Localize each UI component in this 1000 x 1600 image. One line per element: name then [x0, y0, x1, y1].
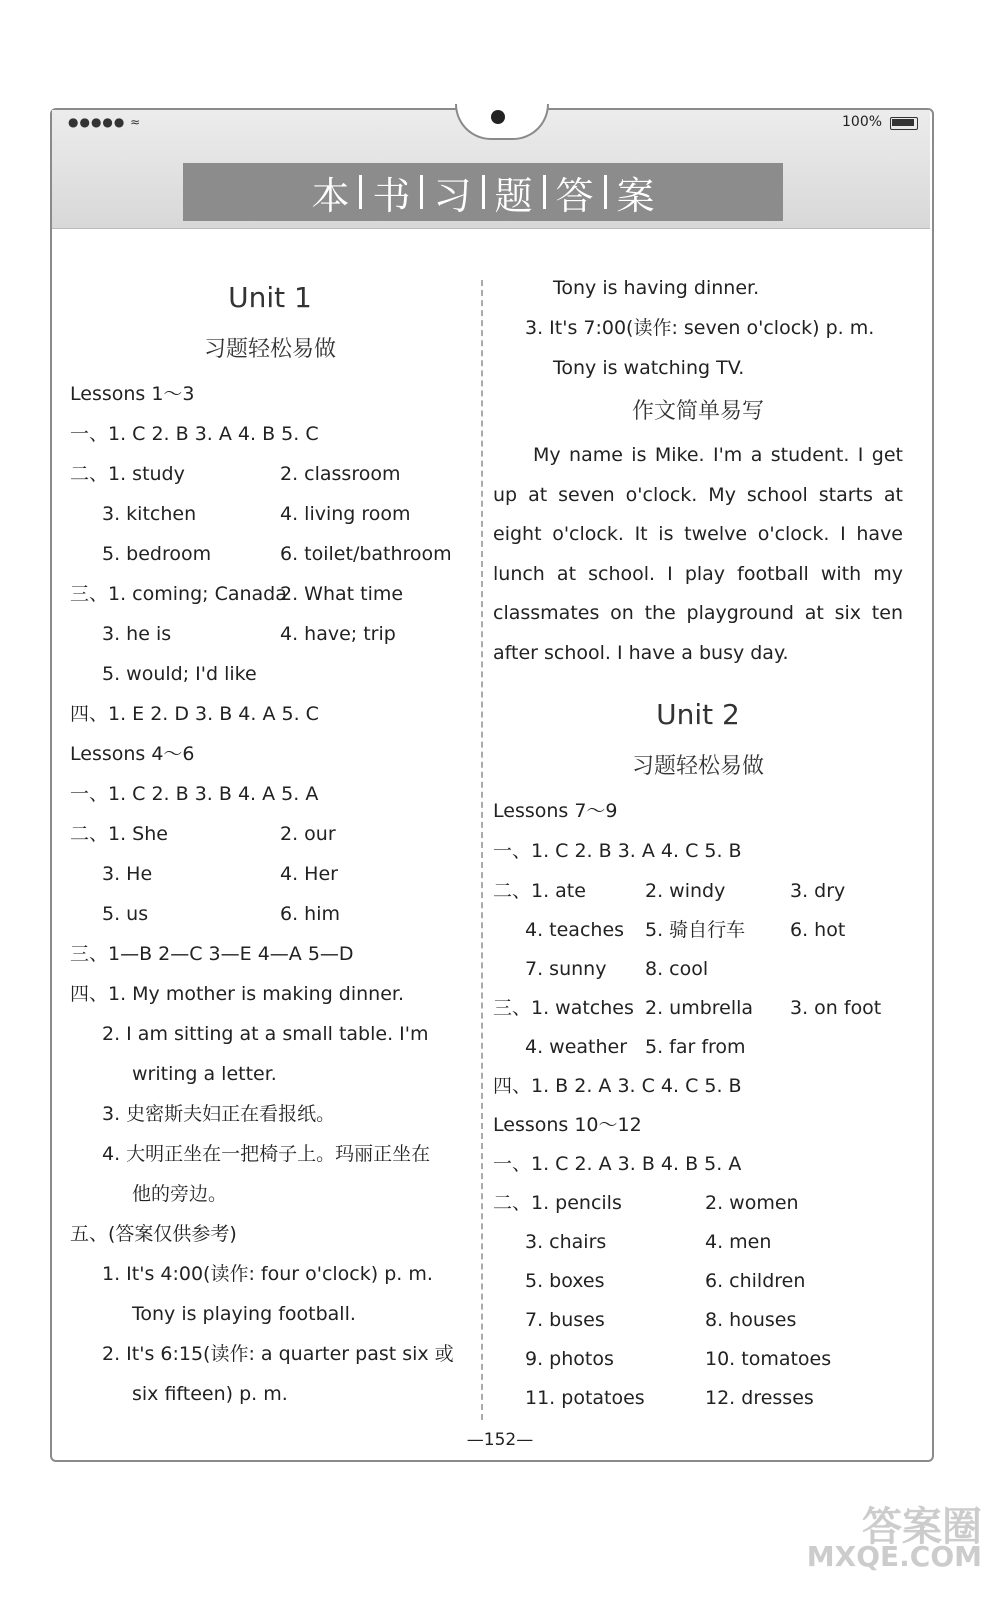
signal-icon: ●●●●● ≈ [68, 115, 142, 129]
answer-line: 二、1. study 2. classroom [70, 463, 401, 485]
answer-line: 3. He 4. Her [102, 863, 338, 885]
answer-line: 二、1. pencils 2. women [493, 1192, 799, 1214]
answer-line: 7. buses 8. houses [525, 1309, 797, 1331]
answer-line: 5. us 6. him [102, 903, 340, 925]
section-title: 习题轻松易做 [631, 754, 764, 779]
battery-percent: 100% [842, 114, 883, 130]
answer-line: 11. potatoes 12. dresses [525, 1387, 814, 1409]
answer-line: 5. boxes 6. children [525, 1270, 806, 1292]
answer-line: Tony is watching TV. [553, 357, 745, 379]
answer-line: 四、1. B 2. A 3. C 4. C 5. B [493, 1075, 742, 1097]
column-divider [481, 280, 483, 1420]
answer-line: 3. It's 7:00(读作: seven o'clock) p. m. [525, 317, 875, 339]
battery-icon [890, 117, 918, 130]
answer-line: six fifteen) p. m. [132, 1383, 288, 1405]
answer-line: 一、1. C 2. B 3. A 4. C 5. B [493, 840, 742, 862]
answer-line: 5. bedroom 6. toilet/bathroom [102, 543, 452, 565]
answer-line: Tony is having dinner. [553, 277, 760, 299]
answer-line: writing a letter. [132, 1063, 277, 1085]
lesson-heading: Lessons 1～3 [70, 383, 195, 405]
unit-title: Unit 2 [656, 698, 740, 731]
writing-title: 作文简单易写 [631, 399, 764, 424]
answer-line: 3. 史密斯夫妇正在看报纸。 [102, 1103, 336, 1125]
right-column [493, 268, 903, 1417]
answer-line: 三、1. coming; Canada 2. What time [70, 583, 404, 605]
answer-line: 三、1. watches 2. umbrella 3. on foot [493, 997, 882, 1019]
unit-title: Unit 1 [228, 281, 312, 314]
answer-line: 一、1. C 2. A 3. B 4. B 5. A [493, 1153, 742, 1175]
answer-line: 四、1. My mother is making dinner. [70, 983, 405, 1005]
answer-line: 3. kitchen 4. living room [102, 503, 411, 525]
answer-line: 一、1. C 2. B 3. B 4. A 5. A [70, 783, 319, 805]
answer-line: 他的旁边。 [132, 1183, 228, 1205]
page-number: —152— [466, 1430, 534, 1450]
answer-line: Tony is playing football. [132, 1303, 356, 1325]
left-column [70, 270, 470, 1414]
lesson-heading: Lessons 7～9 [493, 800, 618, 822]
watermark-url: MXQE.COM [806, 1540, 982, 1573]
camera-icon [491, 110, 505, 124]
answer-line: 5. would; I'd like [102, 663, 257, 685]
answer-line: 二、1. ate 2. windy 3. dry [493, 880, 846, 902]
answer-line: 3. he is 4. have; trip [102, 623, 396, 645]
answer-line: 二、1. She 2. our [70, 823, 336, 845]
answer-line: 3. chairs 4. men [525, 1231, 772, 1253]
writing-paragraph: My name is Mike. I'm a student. I get up at seven o'clock. My school starts at eight o'clock. It is twelve o'clock. I have lunch at school. I play football with my classmates on the playground at six ten after school. I have a busy day. [493, 444, 903, 664]
answer-line: 1. It's 4:00(读作: four o'clock) p. m. [102, 1263, 433, 1285]
page-title: 本 书 习 题 答 案 [311, 173, 655, 218]
lesson-heading: Lessons 10～12 [493, 1114, 642, 1136]
answer-line: 2. It's 6:15(读作: a quarter past six 或 [102, 1343, 454, 1365]
answer-line: 一、1. C 2. B 3. A 4. B 5. C [70, 423, 319, 445]
lesson-heading: Lessons 4～6 [70, 743, 195, 765]
answer-line: 三、1—B 2—C 3—E 4—A 5—D [70, 943, 354, 965]
answer-line: 9. photos 10. tomatoes [525, 1348, 832, 1370]
answer-line: 4. weather 5. far from [525, 1036, 746, 1058]
answer-line: 7. sunny 8. cool [525, 958, 709, 980]
answer-line: 4. teaches 5. 骑自行车 6. hot [525, 919, 846, 941]
answer-line: 四、1. E 2. D 3. B 4. A 5. C [70, 703, 319, 725]
watermark-logo: 答案圈 [862, 1504, 982, 1550]
answer-line: 2. I am sitting at a small table. I'm [102, 1023, 429, 1045]
section-title: 习题轻松易做 [203, 337, 336, 362]
answer-line: 五、(答案仅供参考) [70, 1223, 237, 1245]
answer-line: 4. 大明正坐在一把椅子上。玛丽正坐在 [102, 1143, 431, 1165]
